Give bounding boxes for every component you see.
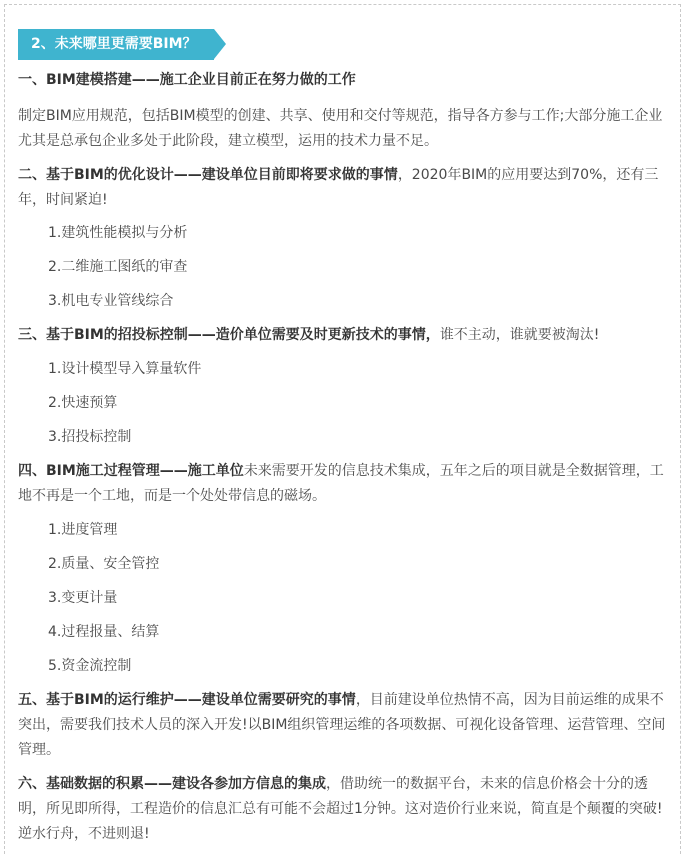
section-2-heading-bold: 二、基于BIM的优化设计——建设单位目前即将要求做的事情	[18, 167, 398, 183]
banner-arrow-tip	[214, 29, 226, 59]
section-3-heading-rest: 谁不主动，谁就要被淘汰!	[439, 327, 600, 343]
section-5-heading-rest: ，目前建设单位热情不高，因为目前运维的成果不突出，需要我们技术人员的深入开发!以BIM组织管理运维的各项数据、可视化设备管理、运营管理、空间管理。	[18, 692, 666, 758]
list-item: 3.变更计量	[48, 590, 118, 606]
list-item: 2.二维施工图纸的审查	[48, 259, 188, 275]
list-item: 3.机电专业管线综合	[48, 293, 174, 309]
section-4-heading-bold: 四、BIM施工过程管理——施工单位	[18, 463, 244, 479]
list-item: 2.质量、安全管控	[48, 556, 160, 572]
section-3-heading	[18, 323, 673, 348]
section-6-heading-rest: ，借助统一的数据平台，未来的信息价格会十分的透明，所见即所得，工程造价的信息汇总有可能不会超过1分钟。这对造价行业来说，简直是个颠覆的突破!逆水行舟，不进则退!	[18, 776, 663, 842]
section-4-heading-rest: 未来需要开发的信息技术集成，五年之后的项目就是全数据管理，工地不再是一个工地，而是一个处处带信息的磁场。	[18, 463, 664, 504]
section-6-heading-bold: 六、基础数据的积累——建设各参加方信息的集成	[18, 776, 326, 792]
section-3-heading-bold: 三、基于BIM的招投标控制——造价单位需要及时更新技术的事情，	[18, 327, 440, 343]
list-item: 4.过程报量、结算	[48, 624, 160, 640]
section-5-heading	[18, 688, 673, 763]
list-item: 1.设计模型导入算量软件	[48, 361, 202, 377]
list-item: 1.建筑性能模拟与分析	[48, 225, 188, 241]
list-item: 5.资金流控制	[48, 658, 132, 674]
article-content	[18, 66, 673, 847]
banner-title: 2、未来哪里更需要BIM？	[31, 36, 197, 52]
list-item: 3.招投标控制	[48, 429, 132, 445]
section-4-heading	[18, 459, 673, 509]
section-banner	[18, 29, 228, 60]
list-item: 2.快速预算	[48, 395, 118, 411]
section-1-body: 制定BIM应用规范，包括BIM模型的创建、共享、使用和交付等规范，指导各方参与工作;大部分施工企业尤其是总承包企业多处于此阶段，建立模型，运用的技术力量不足。	[18, 108, 663, 149]
section-6-heading	[18, 772, 673, 847]
section-2-heading	[18, 163, 673, 213]
section-1-heading: 一、BIM建模搭建——施工企业目前正在努力做的工作	[18, 72, 356, 88]
section-5-heading-bold: 五、基于BIM的运行维护——建设单位需要研究的事情	[18, 692, 356, 708]
section-2-heading-rest: ，2020年BIM的应用要达到70%，还有三年，时间紧迫!	[18, 167, 659, 208]
list-item: 1.进度管理	[48, 522, 118, 538]
